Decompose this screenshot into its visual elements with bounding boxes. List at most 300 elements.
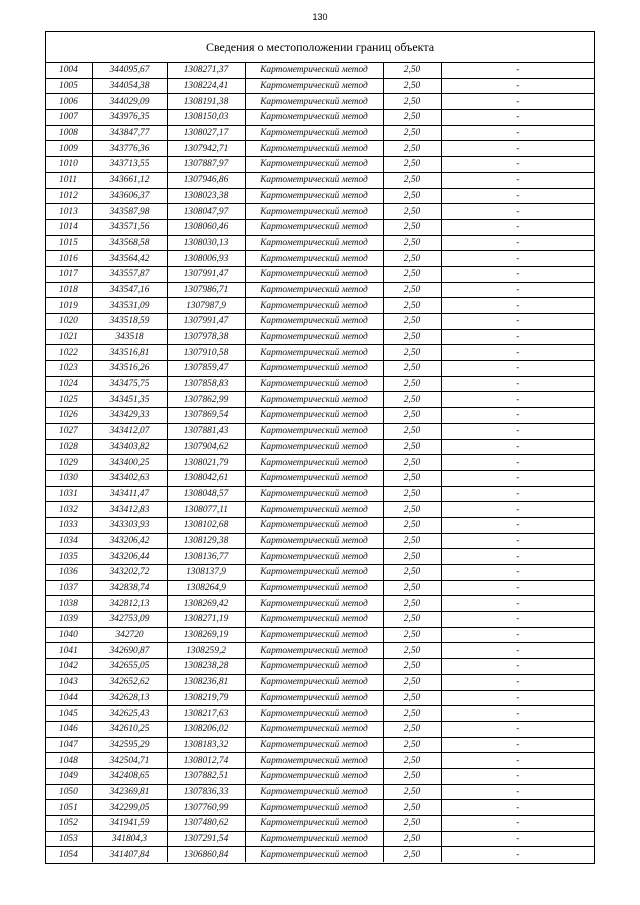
table-row (46, 502, 594, 518)
point-number-cell: 1046 (46, 721, 92, 737)
table-row (46, 596, 594, 612)
description-cell: - (441, 816, 594, 832)
x-coordinate-cell: 343516,81 (92, 345, 167, 361)
accuracy-cell: 2,50 (383, 439, 441, 455)
x-coordinate-cell: 343557,87 (92, 266, 167, 282)
y-coordinate-cell: 1307946,86 (167, 172, 245, 188)
method-cell: Картометрический метод (245, 408, 383, 424)
accuracy-cell: 2,50 (383, 612, 441, 628)
x-coordinate-cell: 342595,29 (92, 737, 167, 753)
table-row (46, 800, 594, 816)
point-number-cell: 1007 (46, 110, 92, 126)
y-coordinate-cell: 1307881,43 (167, 423, 245, 439)
method-cell: Картометрический метод (245, 314, 383, 330)
x-coordinate-cell: 341407,84 (92, 847, 167, 862)
accuracy-cell: 2,50 (383, 753, 441, 769)
table-row (46, 125, 594, 141)
x-coordinate-cell: 343847,77 (92, 125, 167, 141)
description-cell: - (441, 361, 594, 377)
method-cell: Картометрический метод (245, 470, 383, 486)
y-coordinate-cell: 1307942,71 (167, 141, 245, 157)
x-coordinate-cell: 342625,43 (92, 706, 167, 722)
x-coordinate-cell: 343531,09 (92, 298, 167, 314)
y-coordinate-cell: 1307859,47 (167, 361, 245, 377)
accuracy-cell: 2,50 (383, 298, 441, 314)
x-coordinate-cell: 343429,33 (92, 408, 167, 424)
method-cell: Картометрический метод (245, 486, 383, 502)
x-coordinate-cell: 344029,09 (92, 94, 167, 110)
method-cell: Картометрический метод (245, 329, 383, 345)
description-cell: - (441, 408, 594, 424)
x-coordinate-cell: 343713,55 (92, 157, 167, 173)
method-cell: Картометрический метод (245, 78, 383, 94)
accuracy-cell: 2,50 (383, 329, 441, 345)
table-row (46, 439, 594, 455)
y-coordinate-cell: 1308264,9 (167, 580, 245, 596)
table-row (46, 423, 594, 439)
accuracy-cell: 2,50 (383, 408, 441, 424)
accuracy-cell: 2,50 (383, 502, 441, 518)
accuracy-cell: 2,50 (383, 78, 441, 94)
method-cell: Картометрический метод (245, 455, 383, 471)
description-cell: - (441, 110, 594, 126)
x-coordinate-cell: 343412,83 (92, 502, 167, 518)
point-number-cell: 1039 (46, 612, 92, 628)
point-number-cell: 1040 (46, 627, 92, 643)
point-number-cell: 1016 (46, 251, 92, 267)
description-cell: - (441, 314, 594, 330)
y-coordinate-cell: 1308183,32 (167, 737, 245, 753)
method-cell: Картометрический метод (245, 251, 383, 267)
point-number-cell: 1027 (46, 423, 92, 439)
description-cell: - (441, 298, 594, 314)
table-row (46, 204, 594, 220)
accuracy-cell: 2,50 (383, 266, 441, 282)
accuracy-cell: 2,50 (383, 768, 441, 784)
y-coordinate-cell: 1308206,02 (167, 721, 245, 737)
description-cell: - (441, 439, 594, 455)
x-coordinate-cell: 342299,05 (92, 800, 167, 816)
accuracy-cell: 2,50 (383, 282, 441, 298)
coordinates-table-body (46, 63, 594, 862)
method-cell: Картометрический метод (245, 565, 383, 581)
y-coordinate-cell: 1308012,74 (167, 753, 245, 769)
x-coordinate-cell: 342504,71 (92, 753, 167, 769)
table-row (46, 110, 594, 126)
y-coordinate-cell: 1308006,93 (167, 251, 245, 267)
description-cell: - (441, 392, 594, 408)
accuracy-cell: 2,50 (383, 721, 441, 737)
y-coordinate-cell: 1307291,54 (167, 831, 245, 847)
table-row (46, 376, 594, 392)
y-coordinate-cell: 1308271,37 (167, 63, 245, 78)
method-cell: Картометрический метод (245, 266, 383, 282)
point-number-cell: 1028 (46, 439, 92, 455)
table-row (46, 157, 594, 173)
method-cell: Картометрический метод (245, 345, 383, 361)
point-number-cell: 1047 (46, 737, 92, 753)
table-row (46, 831, 594, 847)
method-cell: Картометрический метод (245, 361, 383, 377)
description-cell: - (441, 517, 594, 533)
point-number-cell: 1050 (46, 784, 92, 800)
y-coordinate-cell: 1307904,62 (167, 439, 245, 455)
table-row (46, 549, 594, 565)
description-cell: - (441, 376, 594, 392)
accuracy-cell: 2,50 (383, 643, 441, 659)
y-coordinate-cell: 1308077,11 (167, 502, 245, 518)
description-cell: - (441, 188, 594, 204)
description-cell: - (441, 63, 594, 78)
description-cell: - (441, 784, 594, 800)
accuracy-cell: 2,50 (383, 690, 441, 706)
y-coordinate-cell: 1308259,2 (167, 643, 245, 659)
x-coordinate-cell: 343516,26 (92, 361, 167, 377)
point-number-cell: 1006 (46, 94, 92, 110)
method-cell: Картометрический метод (245, 643, 383, 659)
y-coordinate-cell: 1308224,41 (167, 78, 245, 94)
accuracy-cell: 2,50 (383, 659, 441, 675)
accuracy-cell: 2,50 (383, 376, 441, 392)
method-cell: Картометрический метод (245, 549, 383, 565)
description-cell: - (441, 423, 594, 439)
description-cell: - (441, 690, 594, 706)
description-cell: - (441, 502, 594, 518)
description-cell: - (516, 849, 520, 860)
table-row (46, 266, 594, 282)
description-cell: - (441, 235, 594, 251)
point-number-cell: 1037 (46, 580, 92, 596)
x-coordinate-cell: 343571,56 (92, 219, 167, 235)
table-row (46, 251, 594, 267)
accuracy-cell: 2,50 (383, 345, 441, 361)
y-coordinate-cell: 1308048,57 (167, 486, 245, 502)
method-cell: Картометрический метод (245, 784, 383, 800)
method-cell: Картометрический метод (245, 690, 383, 706)
point-number-cell: 1049 (46, 768, 92, 784)
x-coordinate-cell: 343568,58 (92, 235, 167, 251)
y-coordinate-cell: 1307882,51 (167, 768, 245, 784)
table-heading: Сведения о местоположении границ объекта (46, 32, 594, 63)
y-coordinate-cell: 1307836,33 (167, 784, 245, 800)
table-row (46, 329, 594, 345)
x-coordinate-cell: 343776,36 (92, 141, 167, 157)
description-cell: - (441, 659, 594, 675)
y-coordinate-cell: 1307869,54 (167, 408, 245, 424)
y-coordinate-cell: 1308238,28 (167, 659, 245, 675)
accuracy-cell: 2,50 (383, 549, 441, 565)
description-cell: - (441, 172, 594, 188)
y-coordinate-cell: 1308219,79 (167, 690, 245, 706)
accuracy-cell: 2,50 (383, 94, 441, 110)
y-coordinate-cell: 1308042,61 (167, 470, 245, 486)
y-coordinate-cell: 1308136,77 (167, 549, 245, 565)
table-row (46, 78, 594, 94)
method-cell: Картометрический метод (245, 141, 383, 157)
description-cell: - (441, 329, 594, 345)
point-number-cell: 1012 (46, 188, 92, 204)
table-row (46, 361, 594, 377)
x-coordinate-cell: 342690,87 (92, 643, 167, 659)
accuracy-cell: 2,50 (383, 172, 441, 188)
table-row (46, 612, 594, 628)
accuracy-cell: 2,50 (383, 674, 441, 690)
description-cell: - (441, 627, 594, 643)
accuracy-cell: 2,50 (383, 423, 441, 439)
y-coordinate-cell: 1307480,62 (167, 816, 245, 832)
point-number-cell: 1017 (46, 266, 92, 282)
x-coordinate-cell: 343587,98 (92, 204, 167, 220)
y-coordinate-cell: 1307986,71 (167, 282, 245, 298)
table-row (46, 172, 594, 188)
table-row (46, 188, 594, 204)
accuracy-cell: 2,50 (383, 141, 441, 157)
y-coordinate-cell: 1308271,19 (167, 612, 245, 628)
method-cell: Картометрический метод (245, 768, 383, 784)
accuracy-cell: 2,50 (383, 580, 441, 596)
table-row (46, 674, 594, 690)
table-row (46, 706, 594, 722)
accuracy-cell: 2,50 (383, 125, 441, 141)
point-number-cell: 1018 (46, 282, 92, 298)
x-coordinate-cell: 343661,12 (92, 172, 167, 188)
table-row (46, 392, 594, 408)
point-number-cell: 1011 (46, 172, 92, 188)
method-cell: Картометрический метод (245, 674, 383, 690)
point-number-cell: 1009 (46, 141, 92, 157)
point-number-cell: 1021 (46, 329, 92, 345)
x-coordinate-cell: 343976,35 (92, 110, 167, 126)
accuracy-cell: 2,50 (383, 737, 441, 753)
point-number-cell: 1013 (46, 204, 92, 220)
point-number-cell: 1034 (46, 533, 92, 549)
y-coordinate-cell: 1308129,38 (167, 533, 245, 549)
x-coordinate-cell: 341804,3 (92, 831, 167, 847)
table-row (46, 690, 594, 706)
x-coordinate-cell: 342655,05 (92, 659, 167, 675)
table-row (46, 314, 594, 330)
x-coordinate-cell: 342408,65 (92, 768, 167, 784)
method-cell: Картометрический метод (245, 63, 383, 78)
accuracy-cell: 2,50 (383, 800, 441, 816)
y-coordinate-cell: 1307910,58 (167, 345, 245, 361)
method-cell: Картометрический метод (245, 392, 383, 408)
point-number-cell: 1026 (46, 408, 92, 424)
x-coordinate-cell: 343206,42 (92, 533, 167, 549)
point-number-cell: 1030 (46, 470, 92, 486)
y-coordinate-cell: 1308030,13 (167, 235, 245, 251)
description-cell: - (441, 78, 594, 94)
table-row (46, 737, 594, 753)
table-row (46, 627, 594, 643)
point-number-cell: 1042 (46, 659, 92, 675)
point-number-cell: 1036 (46, 565, 92, 581)
point-number-cell: 1044 (46, 690, 92, 706)
description-cell: - (441, 266, 594, 282)
point-number-cell: 1005 (46, 78, 92, 94)
description-cell: - (441, 643, 594, 659)
description-cell: - (441, 219, 594, 235)
accuracy-cell: 2,50 (383, 63, 441, 78)
table-row (46, 455, 594, 471)
description-cell: - (441, 549, 594, 565)
point-number-cell: 1033 (46, 517, 92, 533)
table-row (46, 63, 594, 78)
x-coordinate-cell: 343202,72 (92, 565, 167, 581)
accuracy-cell: 2,50 (383, 392, 441, 408)
method-cell: Картометрический метод (245, 627, 383, 643)
y-coordinate-cell: 1306860,84 (167, 847, 245, 862)
description-cell: - (441, 596, 594, 612)
point-number-cell: 1053 (46, 831, 92, 847)
method-cell: Картометрический метод (245, 298, 383, 314)
description-cell: - (441, 831, 594, 847)
table-row (46, 470, 594, 486)
method-cell: Картометрический метод (245, 125, 383, 141)
point-number-cell: 1045 (46, 706, 92, 722)
method-cell: Картометрический метод (245, 235, 383, 251)
x-coordinate-cell: 343606,37 (92, 188, 167, 204)
method-cell: Картометрический метод (245, 831, 383, 847)
method-cell: Картометрический метод (245, 94, 383, 110)
x-coordinate-cell: 343412,07 (92, 423, 167, 439)
y-coordinate-cell: 1308021,79 (167, 455, 245, 471)
x-coordinate-cell: 344054,38 (92, 78, 167, 94)
accuracy-cell: 2,50 (383, 831, 441, 847)
table-row (46, 345, 594, 361)
x-coordinate-cell: 342652,62 (92, 674, 167, 690)
accuracy-cell: 2,50 (383, 784, 441, 800)
y-coordinate-cell: 1308236,81 (167, 674, 245, 690)
table-row (46, 282, 594, 298)
y-coordinate-cell: 1308150,03 (167, 110, 245, 126)
method-cell: Картометрический метод (245, 816, 383, 832)
y-coordinate-cell: 1307978,38 (167, 329, 245, 345)
x-coordinate-cell: 342838,74 (92, 580, 167, 596)
method-cell: Картометрический метод (245, 533, 383, 549)
table-row (46, 847, 594, 862)
method-cell: Картометрический метод (245, 172, 383, 188)
accuracy-cell: 2,50 (383, 204, 441, 220)
table-row (46, 580, 594, 596)
accuracy-cell: 2,50 (383, 470, 441, 486)
point-number-cell: 1008 (46, 125, 92, 141)
y-coordinate-cell: 1307760,99 (167, 800, 245, 816)
description-cell: - (441, 282, 594, 298)
point-number-cell: 1054 (46, 847, 92, 862)
description-cell: - (441, 204, 594, 220)
table-row (46, 486, 594, 502)
point-number-cell: 1010 (46, 157, 92, 173)
x-coordinate-cell: 343475,75 (92, 376, 167, 392)
y-coordinate-cell: 1308191,38 (167, 94, 245, 110)
accuracy-cell: 2,50 (383, 314, 441, 330)
y-coordinate-cell: 1307991,47 (167, 314, 245, 330)
y-coordinate-cell: 1307858,83 (167, 376, 245, 392)
table-row (46, 659, 594, 675)
method-cell: Картометрический метод (245, 737, 383, 753)
x-coordinate-cell: 343303,93 (92, 517, 167, 533)
method-cell: Картометрический метод (245, 157, 383, 173)
method-cell: Картометрический метод (245, 439, 383, 455)
x-coordinate-cell: 343547,16 (92, 282, 167, 298)
table-row (46, 408, 594, 424)
point-number-cell: 1052 (46, 816, 92, 832)
x-coordinate-cell: 343403,82 (92, 439, 167, 455)
description-cell: - (441, 800, 594, 816)
point-number-cell: 1004 (46, 63, 92, 78)
y-coordinate-cell: 1307887,97 (167, 157, 245, 173)
accuracy-cell: 2,50 (383, 533, 441, 549)
page-number: 130 (312, 12, 328, 22)
accuracy-cell: 2,50 (383, 706, 441, 722)
x-coordinate-cell: 342720 (92, 627, 167, 643)
method-cell: Картометрический метод (245, 580, 383, 596)
x-coordinate-cell: 343402,63 (92, 470, 167, 486)
coordinates-table (46, 63, 594, 862)
method-cell: Картометрический метод (245, 847, 383, 862)
y-coordinate-cell: 1308023,38 (167, 188, 245, 204)
point-number-cell: 1029 (46, 455, 92, 471)
y-coordinate-cell: 1308102,68 (167, 517, 245, 533)
x-coordinate-cell: 342628,13 (92, 690, 167, 706)
description-cell: - (441, 157, 594, 173)
accuracy-cell: 2,50 (383, 816, 441, 832)
method-cell: Картометрический метод (245, 596, 383, 612)
accuracy-cell: 2,50 (383, 486, 441, 502)
point-number-cell: 1019 (46, 298, 92, 314)
method-cell: Картометрический метод (245, 110, 383, 126)
description-cell: - (441, 768, 594, 784)
method-cell: Картометрический метод (245, 800, 383, 816)
point-number-cell: 1035 (46, 549, 92, 565)
table-row (46, 219, 594, 235)
y-coordinate-cell: 1308060,46 (167, 219, 245, 235)
method-cell: Картометрический метод (245, 188, 383, 204)
description-cell: - (441, 470, 594, 486)
method-cell: Картометрический метод (245, 753, 383, 769)
table-row (46, 533, 594, 549)
table-row (46, 721, 594, 737)
description-cell: - (441, 94, 594, 110)
table-row (46, 643, 594, 659)
description-cell: - (441, 580, 594, 596)
method-cell: Картометрический метод (245, 659, 383, 675)
y-coordinate-cell: 1307991,47 (167, 266, 245, 282)
method-cell: Картометрический метод (245, 423, 383, 439)
accuracy-cell: 2,50 (383, 251, 441, 267)
point-number-cell: 1051 (46, 800, 92, 816)
method-cell: Картометрический метод (245, 706, 383, 722)
y-coordinate-cell: 1308269,42 (167, 596, 245, 612)
x-coordinate-cell: 343518,59 (92, 314, 167, 330)
x-coordinate-cell: 343206,44 (92, 549, 167, 565)
method-cell: Картометрический метод (245, 204, 383, 220)
table-row (46, 298, 594, 314)
point-number-cell: 1038 (46, 596, 92, 612)
table-row (46, 784, 594, 800)
point-number-cell: 1025 (46, 392, 92, 408)
method-cell: Картометрический метод (245, 502, 383, 518)
description-cell: - (441, 125, 594, 141)
method-cell: Картометрический метод (245, 721, 383, 737)
x-coordinate-cell: 342753,09 (92, 612, 167, 628)
point-number-cell: 1041 (46, 643, 92, 659)
method-cell: Картометрический метод (245, 282, 383, 298)
description-cell: - (441, 533, 594, 549)
method-cell: Картометрический метод (245, 612, 383, 628)
x-coordinate-cell: 343411,47 (92, 486, 167, 502)
